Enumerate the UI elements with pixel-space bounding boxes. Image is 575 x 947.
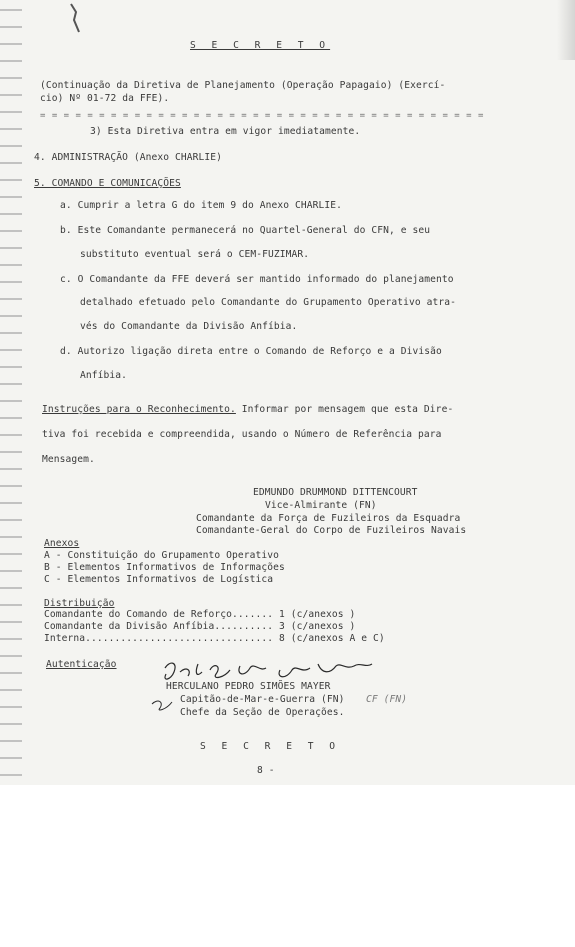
- distribution-item-2: Comandante da Divisão Anfíbia.......... 3 (c/anexos ): [44, 621, 356, 632]
- classification-bottom: S E C R E T O: [200, 741, 341, 752]
- annexes-label: Anexos: [44, 538, 80, 549]
- item-c-line-3: vés do Comandante da Divisão Anfíbia.: [80, 321, 298, 332]
- handwritten-note: CF (FN): [366, 694, 408, 705]
- authenticator-title: Chefe da Seção de Operações.: [180, 707, 345, 718]
- signer-rank: Vice-Almirante (FN): [265, 500, 377, 511]
- annex-a: A - Constituição do Grupamento Operativo: [44, 550, 280, 561]
- distribution-item-3: Interna................................ 8 (c/anexos A e C): [44, 633, 385, 644]
- separator-line: = = = = = = = = = = = = = = = = = = = = = = = = = = = = = = = = = = = = = =: [40, 111, 484, 121]
- section-4-heading: 4. ADMINISTRAÇÃO (Anexo CHARLIE): [34, 152, 223, 163]
- classification-top: S E C R E T O: [190, 40, 331, 51]
- item-c-line-2: detalhado efetuado pelo Comandante do Grupamento Operativo atra-: [80, 297, 457, 308]
- item-b-line-2: substituto eventual será o CEM-FUZIMAR.: [80, 249, 310, 260]
- signer-title-1: Comandante da Força de Fuzileiros da Esquadra: [196, 513, 461, 524]
- blank-background: [0, 785, 575, 947]
- distribution-label: Distribuição: [44, 598, 115, 609]
- item-a: a. Cumprir a letra G do item 9 do Anexo CHARLIE.: [60, 200, 343, 211]
- continuation-line-2: cio) Nº 01-72 da FFE).: [40, 93, 170, 104]
- page-number: 8 -: [257, 765, 275, 776]
- instructions-line-1: Informar por mensagem que esta Dire-: [235, 404, 454, 415]
- authenticator-rank: Capitão-de-Mar-e-Guerra (FN): [180, 694, 345, 705]
- annex-c: C - Elementos Informativos de Logística: [44, 574, 274, 585]
- signer-title-2: Comandante-Geral do Corpo de Fuzileiros Navais: [196, 525, 467, 536]
- item-d-line-2: Anfíbia.: [80, 370, 128, 381]
- item-b-line-1: b. Este Comandante permanecerá no Quartel-General do CFN, e seu: [60, 225, 431, 236]
- authentication-label: Autenticação: [46, 659, 117, 670]
- ink-smudge: [68, 2, 82, 36]
- section-5-heading: 5. COMANDO E COMUNICAÇÕES: [34, 178, 181, 189]
- authenticator-name: HERCULANO PEDRO SIMÕES MAYER: [166, 681, 331, 692]
- continuation-line-1: (Continuação da Diretiva de Planejamento (Operação Papagaio) (Exercí-: [40, 80, 446, 91]
- page-edge-shadow: [557, 0, 575, 60]
- instructions-label: Instruções para o Reconhecimento.: [42, 404, 236, 415]
- signer-name: EDMUNDO DRUMMOND DITTENCOURT: [253, 487, 418, 498]
- spiral-binding-holes: [0, 0, 22, 785]
- instructions-line-2: tiva foi recebida e compreendida, usando o Número de Referência para: [42, 429, 442, 440]
- instructions-paragraph: [42, 404, 453, 416]
- item-3: 3) Esta Diretiva entra em vigor imediatamente.: [90, 126, 361, 137]
- distribution-item-1: Comandante do Comando de Reforço....... 1 (c/anexos ): [44, 609, 356, 620]
- item-d-line-1: d. Autorizo ligação direta entre o Comando de Reforço e a Divisão: [60, 346, 442, 357]
- annex-b: B - Elementos Informativos de Informações: [44, 562, 285, 573]
- item-c-line-1: c. O Comandante da FFE deverá ser mantido informado do planejamento: [60, 274, 454, 285]
- instructions-line-3: Mensagem.: [42, 454, 95, 465]
